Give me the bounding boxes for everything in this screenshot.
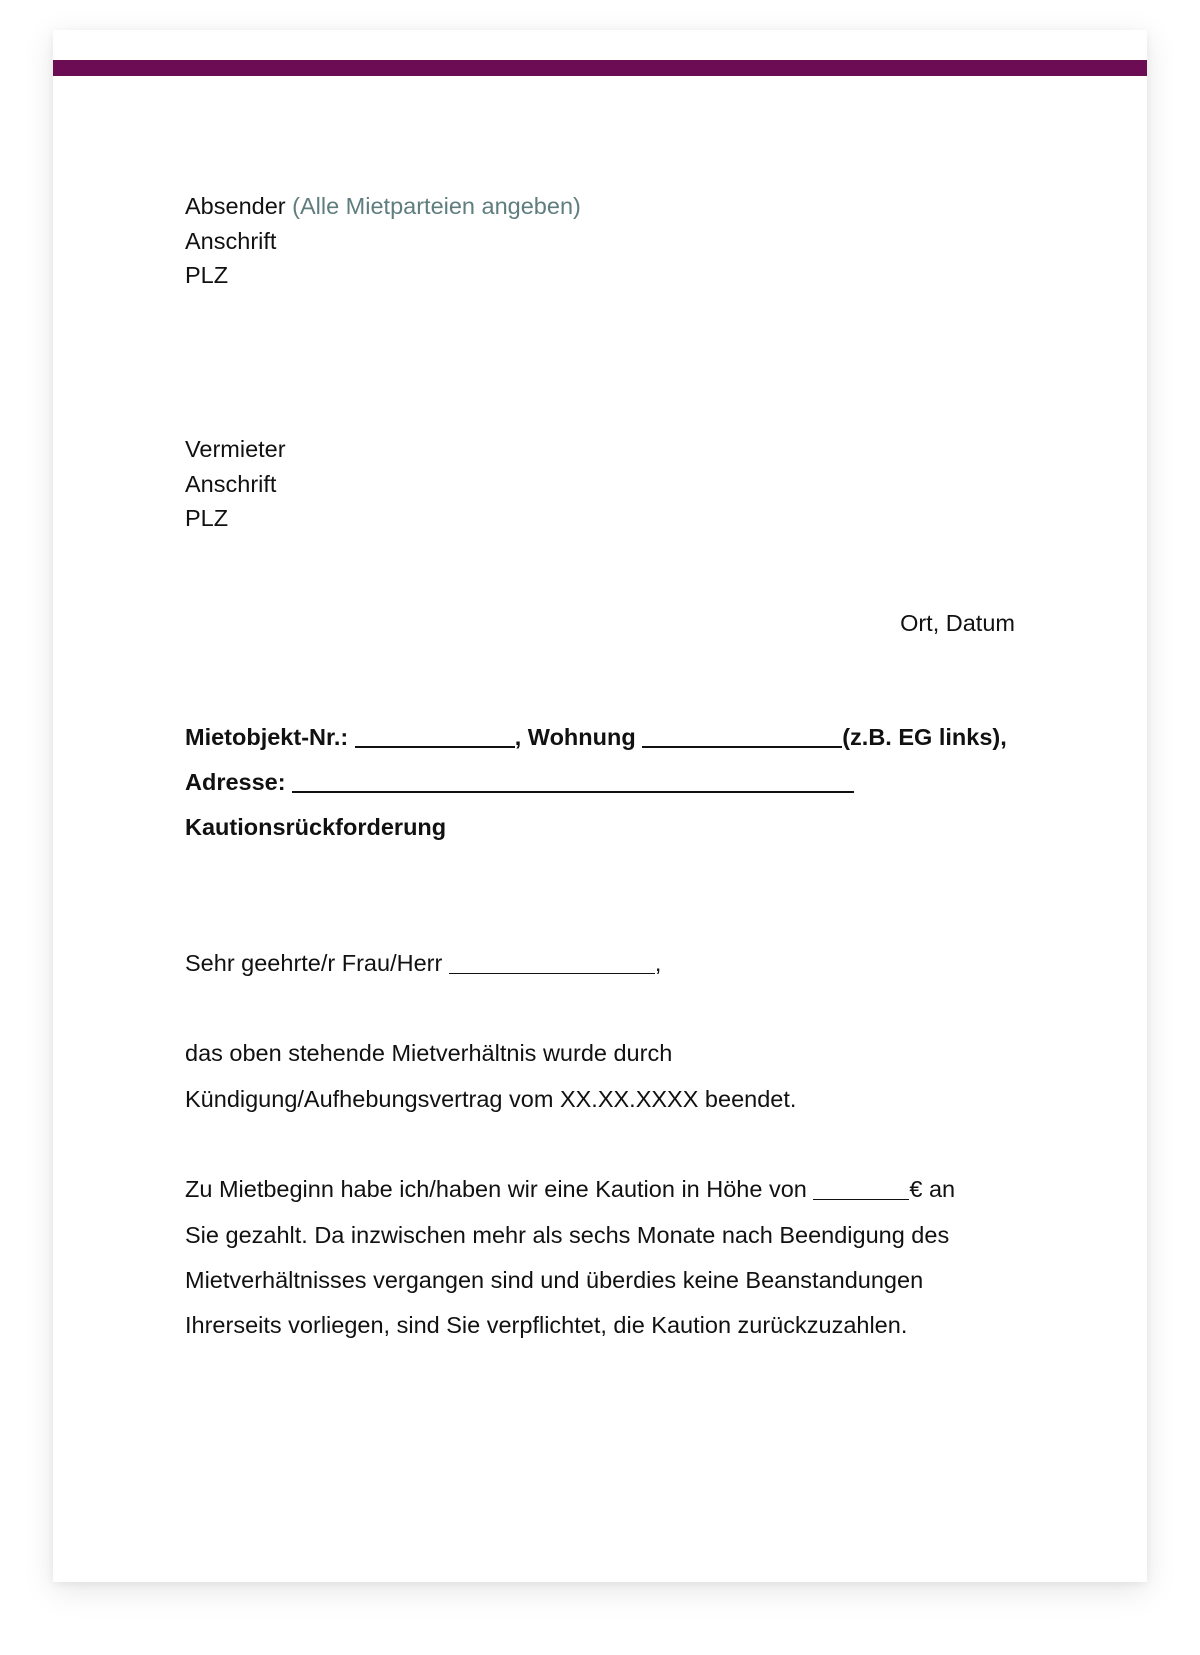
paragraph2-line1 — [185, 1174, 955, 1204]
salutation-line — [185, 948, 661, 978]
paragraph1-line1: das oben stehende Mietverhältnis wurde durch — [185, 1040, 673, 1066]
subject-object-line — [185, 722, 1007, 752]
accent-bar — [53, 60, 1147, 76]
apartment-example: (z.B. EG links), — [842, 724, 1007, 750]
deposit-text: Zu Mietbeginn habe ich/haben wir eine Kaution in Höhe von — [185, 1176, 807, 1202]
landlord-name: Vermieter — [185, 436, 286, 462]
subject-title: Kautionsrückforderung — [185, 814, 447, 840]
address-blank — [292, 771, 854, 793]
salutation-name-blank — [449, 953, 655, 974]
subject-address-line — [185, 767, 854, 797]
object-number-label: Mietobjekt-Nr.: — [185, 724, 349, 750]
sender-zip: PLZ — [185, 262, 229, 288]
place-date: Ort, Datum — [900, 610, 1015, 636]
apartment-blank — [642, 726, 842, 748]
paragraph2-line3: Mietverhältnisses vergangen sind und überdies keine Beanstandungen — [185, 1267, 924, 1293]
sender-label: Absender — [185, 193, 286, 219]
apartment-label: , Wohnung — [514, 724, 636, 750]
deposit-currency: € an — [909, 1176, 956, 1202]
paragraph2-line2: Sie gezahlt. Da inzwischen mehr als sechs Monate nach Beendigung des — [185, 1222, 950, 1248]
paragraph1-line2: Kündigung/Aufhebungsvertrag vom XX.XX.XXXX beendet. — [185, 1086, 797, 1112]
sender-hint: (Alle Mietparteien angeben) — [292, 193, 581, 219]
paragraph2-line4: Ihrerseits vorliegen, sind Sie verpflichtet, die Kaution zurückzuzahlen. — [185, 1312, 908, 1338]
salutation-text: Sehr geehrte/r Frau/Herr — [185, 950, 443, 976]
object-number-blank — [355, 726, 515, 748]
salutation-comma: , — [654, 950, 662, 976]
letter-page — [53, 30, 1147, 1582]
landlord-address: Anschrift — [185, 471, 277, 497]
deposit-amount-blank — [813, 1179, 909, 1200]
sender-address: Anschrift — [185, 228, 277, 254]
landlord-zip: PLZ — [185, 505, 229, 531]
sender-line — [185, 191, 581, 221]
address-label: Adresse: — [185, 769, 286, 795]
